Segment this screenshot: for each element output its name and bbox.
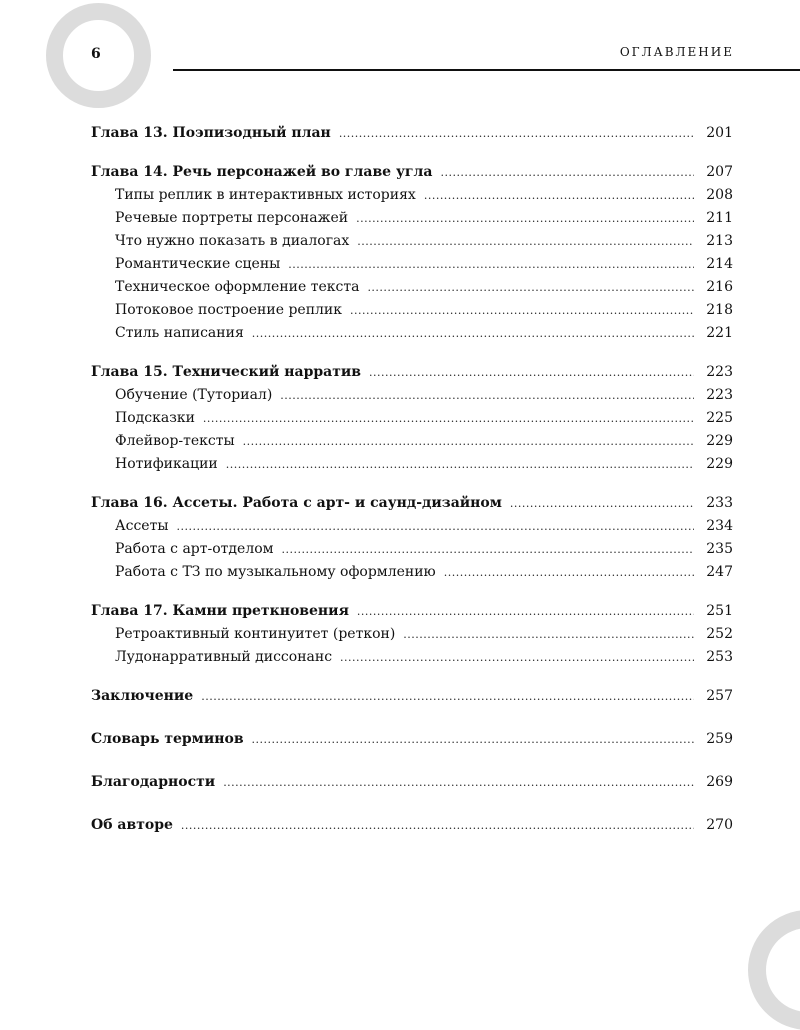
dot-leader [226, 453, 695, 476]
dot-leader [288, 253, 694, 276]
dot-leader [340, 646, 694, 669]
dot-leader [223, 771, 694, 794]
toc-page: 208 [706, 187, 733, 203]
toc-section[interactable] [91, 384, 733, 407]
toc-section[interactable] [91, 299, 733, 322]
dot-leader [252, 728, 695, 751]
toc-page: 211 [706, 210, 733, 226]
dot-leader [367, 276, 694, 299]
toc-label: Глава 13. Поэпизодный план [91, 125, 331, 141]
running-title: ОГЛАВЛЕНИЕ [619, 45, 734, 59]
dot-leader [339, 122, 694, 145]
dot-leader [424, 184, 694, 207]
toc-page: 233 [706, 495, 733, 511]
toc-page: 270 [706, 817, 733, 833]
toc-chapter[interactable] [91, 361, 733, 384]
toc-label: Потоковое построение реплик [115, 302, 343, 318]
toc-label: Нотификации [115, 456, 218, 472]
toc-page: 221 [706, 325, 733, 341]
page-number: 6 [91, 46, 101, 62]
toc-section[interactable] [91, 646, 733, 669]
toc-label: Глава 14. Речь персонажей во главе угла [91, 164, 433, 180]
header-rule [173, 69, 800, 71]
toc-label: Лудонарративный диссонанс [115, 649, 333, 665]
toc-label: Типы реплик в интерактивных историях [115, 187, 416, 203]
toc-page: 229 [706, 433, 733, 449]
toc-label: Глава 15. Технический нарратив [91, 364, 361, 380]
toc-chapter[interactable] [91, 600, 733, 623]
toc-page: 269 [706, 774, 733, 790]
dot-leader [350, 299, 694, 322]
dot-leader [280, 384, 694, 407]
toc-section[interactable] [91, 407, 733, 430]
toc-page: 251 [706, 603, 733, 619]
toc-section[interactable] [91, 184, 733, 207]
toc-chapter[interactable] [91, 492, 733, 515]
toc-page: 216 [706, 279, 733, 295]
toc-label: Речевые портреты персонажей [115, 210, 349, 226]
toc-section[interactable] [91, 538, 733, 561]
toc-label: Словарь терминов [91, 731, 244, 747]
dot-leader [357, 600, 694, 623]
toc-label: Техническое оформление текста [115, 279, 360, 295]
toc-section[interactable] [91, 276, 733, 299]
toc-page: 223 [706, 387, 733, 403]
toc-page: 259 [706, 731, 733, 747]
toc-chapter[interactable] [91, 161, 733, 184]
toc-label: Подсказки [115, 410, 195, 426]
toc-label: Что нужно показать в диалогах [115, 233, 350, 249]
toc-page: 214 [706, 256, 733, 272]
dot-leader [243, 430, 695, 453]
toc-label: Об авторе [91, 817, 173, 833]
toc-section[interactable] [91, 322, 733, 345]
decorative-ring-bottom [748, 910, 800, 1030]
toc-page: 225 [706, 410, 733, 426]
dot-leader [181, 814, 694, 837]
dot-leader [203, 407, 694, 430]
dot-leader [369, 361, 694, 384]
toc-section[interactable] [91, 515, 733, 538]
toc-section[interactable] [91, 207, 733, 230]
toc-label: Ассеты [115, 518, 169, 534]
toc-page: 213 [706, 233, 733, 249]
toc-chapter[interactable] [91, 122, 733, 145]
toc-page: 207 [706, 164, 733, 180]
toc-label: Стиль написания [115, 325, 244, 341]
toc-page: 201 [706, 125, 733, 141]
dot-leader [201, 685, 694, 708]
toc-section[interactable] [91, 453, 733, 476]
toc-chapter[interactable] [91, 814, 733, 837]
toc-page: 234 [706, 518, 733, 534]
dot-leader [444, 561, 695, 584]
dot-leader [176, 515, 694, 538]
dot-leader [356, 207, 694, 230]
toc-label: Глава 17. Камни преткновения [91, 603, 349, 619]
dot-leader [510, 492, 694, 515]
dot-leader [357, 230, 694, 253]
toc-page: 223 [706, 364, 733, 380]
toc-page: 235 [706, 541, 733, 557]
dot-leader [440, 161, 694, 184]
toc-page: 247 [706, 564, 733, 580]
toc-chapter[interactable] [91, 728, 733, 751]
table-of-contents [91, 122, 733, 837]
toc-label: Ретроактивный континуитет (реткон) [115, 626, 396, 642]
toc-section[interactable] [91, 253, 733, 276]
toc-label: Благодарности [91, 774, 216, 790]
toc-label: Обучение (Туториал) [115, 387, 273, 403]
dot-leader [403, 623, 694, 646]
toc-page: 257 [706, 688, 733, 704]
dot-leader [252, 322, 694, 345]
toc-label: Работа с ТЗ по музыкальному оформлению [115, 564, 436, 580]
toc-section[interactable] [91, 230, 733, 253]
toc-chapter[interactable] [91, 771, 733, 794]
toc-page: 229 [706, 456, 733, 472]
toc-section[interactable] [91, 623, 733, 646]
toc-chapter[interactable] [91, 685, 733, 708]
dot-leader [282, 538, 695, 561]
toc-label: Романтические сцены [115, 256, 281, 272]
toc-section[interactable] [91, 430, 733, 453]
toc-label: Глава 16. Ассеты. Работа с арт- и саунд-дизайном [91, 495, 502, 511]
toc-page: 252 [706, 626, 733, 642]
toc-section[interactable] [91, 561, 733, 584]
toc-label: Флейвор-тексты [115, 433, 235, 449]
toc-label: Работа с арт-отделом [115, 541, 274, 557]
toc-page: 253 [706, 649, 733, 665]
toc-label: Заключение [91, 688, 194, 704]
toc-page: 218 [706, 302, 733, 318]
